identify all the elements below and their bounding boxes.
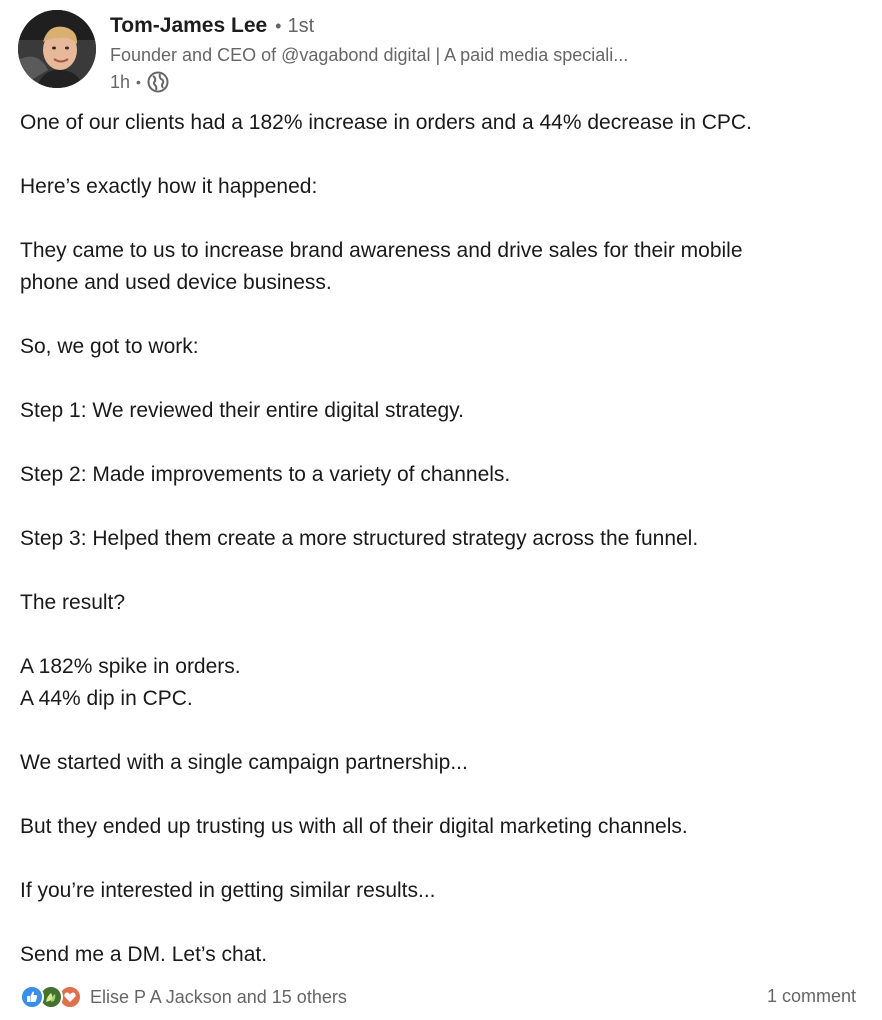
author-name-row (110, 14, 628, 40)
reactors-text: Elise P A Jackson and 15 others (90, 986, 347, 1007)
post-paragraph (20, 939, 862, 971)
post-line: If you’re interested in getting similar results... (20, 879, 436, 902)
separator-dot: • (136, 74, 141, 90)
post-text (20, 107, 862, 971)
comments-count-link[interactable]: 1 comment (766, 986, 856, 1006)
post-paragraph (20, 747, 862, 779)
post-paragraph (20, 395, 862, 427)
post-paragraph (20, 107, 862, 139)
post-paragraph (20, 235, 862, 299)
post-meta (110, 70, 628, 94)
post-line: One of our clients had a 182% increase in orders and a 44% decrease in CPC. (20, 111, 752, 134)
author-info (110, 14, 628, 94)
post-line: Here’s exactly how it happened: (20, 175, 318, 198)
post-paragraph (20, 811, 862, 843)
post-line: So, we got to work: (20, 335, 199, 358)
reaction-icons (20, 985, 86, 1009)
like-icon (20, 985, 44, 1009)
post-line: The result? (20, 591, 126, 614)
social-counts (20, 982, 856, 1012)
post-line: Step 3: Helped them create a more structured strategy across the funnel. (20, 527, 699, 550)
author-headline: Founder and CEO of @vagabond digital | A paid media speciali... (110, 45, 629, 65)
post-line: Send me a DM. Let’s chat. (20, 943, 268, 966)
post-paragraph (20, 651, 862, 715)
globe-icon (147, 71, 169, 93)
post-line: We started with a single campaign partnership... (20, 751, 468, 774)
avatar-photo (18, 10, 96, 88)
post-line: phone and used device business. (20, 271, 332, 294)
post-header (18, 10, 868, 94)
post-paragraph (20, 171, 862, 203)
connection-degree: 1st (287, 15, 315, 37)
author-name[interactable]: Tom-James Lee (110, 14, 268, 37)
author-avatar[interactable] (18, 10, 96, 88)
post-line: Step 2: Made improvements to a variety of channels. (20, 463, 511, 486)
post-line: A 44% dip in CPC. (20, 687, 193, 710)
post-line: But they ended up trusting us with all of their digital marketing channels. (20, 815, 688, 838)
post-line: They came to us to increase brand awareness and drive sales for their mobile (20, 239, 743, 262)
post-line: A 182% spike in orders. (20, 655, 241, 678)
post-line: Step 1: We reviewed their entire digital strategy. (20, 399, 464, 422)
post-paragraph (20, 459, 862, 491)
post-time: 1h (110, 71, 131, 92)
reactions-summary[interactable] (20, 984, 347, 1010)
post-paragraph (20, 587, 862, 619)
post-paragraph (20, 875, 862, 907)
post-paragraph (20, 331, 862, 363)
post-paragraph (20, 523, 862, 555)
separator-dot: • (275, 16, 282, 36)
